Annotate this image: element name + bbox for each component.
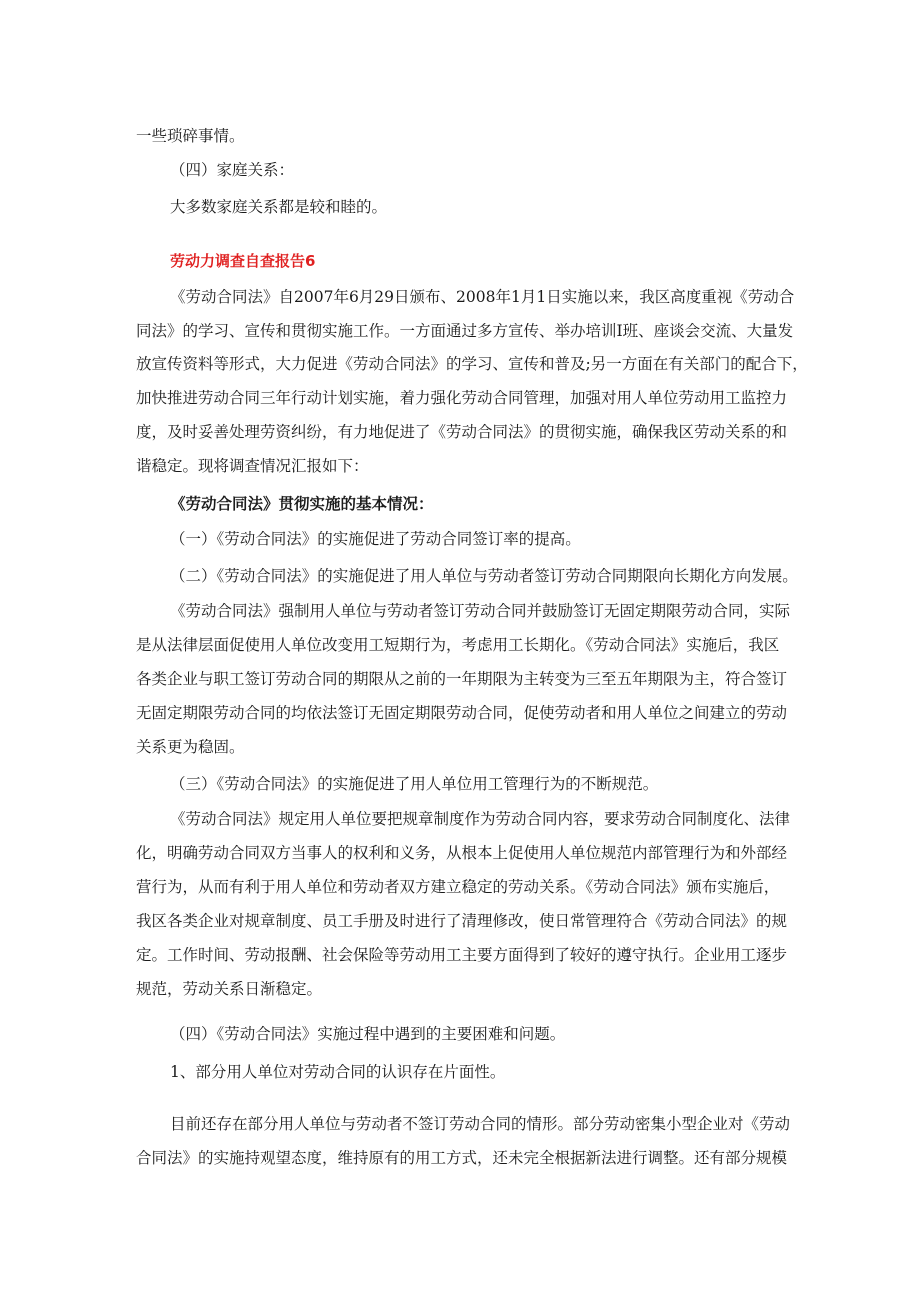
text-line: 合同法》的实施持观望态度，维持原有的用工方式，还未完全根据新法进行调整。还有部分规模 — [136, 1149, 788, 1167]
text-line: 一些琐碎事情。 — [136, 127, 245, 145]
section-heading: 《劳动合同法》贯彻实施的基本情况： — [170, 494, 434, 513]
text-line: 化，明确劳动合同双方当事人的权利和义务，从根本上促使用人单位规范内部管理行为和外部经 — [136, 844, 788, 862]
list-item: （二）《劳动合同法》的实施促进了用人单位与劳动者签订劳动合同期限向长期化方向发展。 — [170, 567, 798, 585]
text-line: 营行为，从而有利于用人单位和劳动者双方建立稳定的劳动关系。《劳动合同法》颁布实施后， — [136, 878, 780, 896]
text-line: 定。工作时间、劳动报酬、社会保险等劳动用工主要方面得到了较好的遵守执行。企业用工逐步 — [136, 946, 788, 964]
text-line: 目前还存在部分用人单位与劳动者不签订劳动合同的情形。部分劳动密集小型企业对《劳动 — [170, 1115, 791, 1133]
list-item: 1、部分用人单位对劳动合同的认识存在片面性。 — [170, 1063, 506, 1081]
text-line: 规范，劳动关系日渐稳定。 — [136, 980, 323, 998]
text-line: 《劳动合同法》强制用人单位与劳动者签订劳动合同并鼓励签订无固定期限劳动合同，实际 — [170, 602, 791, 620]
text-line: 加快推进劳动合同三年行动计划实施，着力强化劳动合同管理，加强对用人单位劳动用工监控力 — [136, 389, 788, 407]
text-line: 谐稳定。现将调查情况汇报如下： — [136, 457, 369, 475]
text-line: 《劳动合同法》规定用人单位要把规章制度作为劳动合同内容，要求劳动合同制度化、法律 — [170, 810, 791, 828]
text-line: 《劳动合同法》自2007年6月29日颁布、2008年1月1日实施以来，我区高度重视《劳动合 — [170, 288, 795, 306]
text-line: 同法》的学习、宣传和贯彻实施工作。一方面通过多方宣传、举办培训I班、座谈会交流、大量发 — [136, 322, 794, 340]
text-line: 放宣传资料等形式，大力促进《劳动合同法》的学习、宣传和普及;另一方面在有关部门的配合下， — [136, 355, 808, 373]
text-line: 各类企业与职工签订劳动合同的期限从之前的一年期限为主转变为三至五年期限为主，符合签订 — [136, 670, 788, 688]
text-line: 大多数家庭关系都是较和睦的。 — [170, 198, 388, 216]
text-line: 无固定期限劳动合同的均依法签订无固定期限劳动合同，促使劳动者和用人单位之间建立的劳动 — [136, 704, 788, 722]
list-item: （四）《劳动合同法》实施过程中遇到的主要困难和问题。 — [170, 1025, 566, 1043]
list-item: （三）《劳动合同法》的实施促进了用人单位用工管理行为的不断规范。 — [170, 775, 659, 793]
text-line: 是从法律层面促使用人单位改变用工短期行为，考虑用工长期化。《劳动合同法》实施后，我区 — [136, 636, 780, 654]
report-title: 劳动力调查自查报告6 — [170, 252, 316, 270]
text-line: 度，及时妥善处理劳资纠纷，有力地促进了《劳动合同法》的贯彻实施，确保我区劳动关系的和 — [136, 423, 788, 441]
section-heading: （四）家庭关系： — [170, 161, 295, 179]
text-line: 我区各类企业对规章制度、员工手册及时进行了清理修改，使日常管理符合《劳动合同法》的规 — [136, 912, 788, 930]
text-line: 关系更为稳固。 — [136, 738, 245, 756]
list-item: （一）《劳动合同法》的实施促进了劳动合同签订率的提高。 — [170, 530, 581, 548]
